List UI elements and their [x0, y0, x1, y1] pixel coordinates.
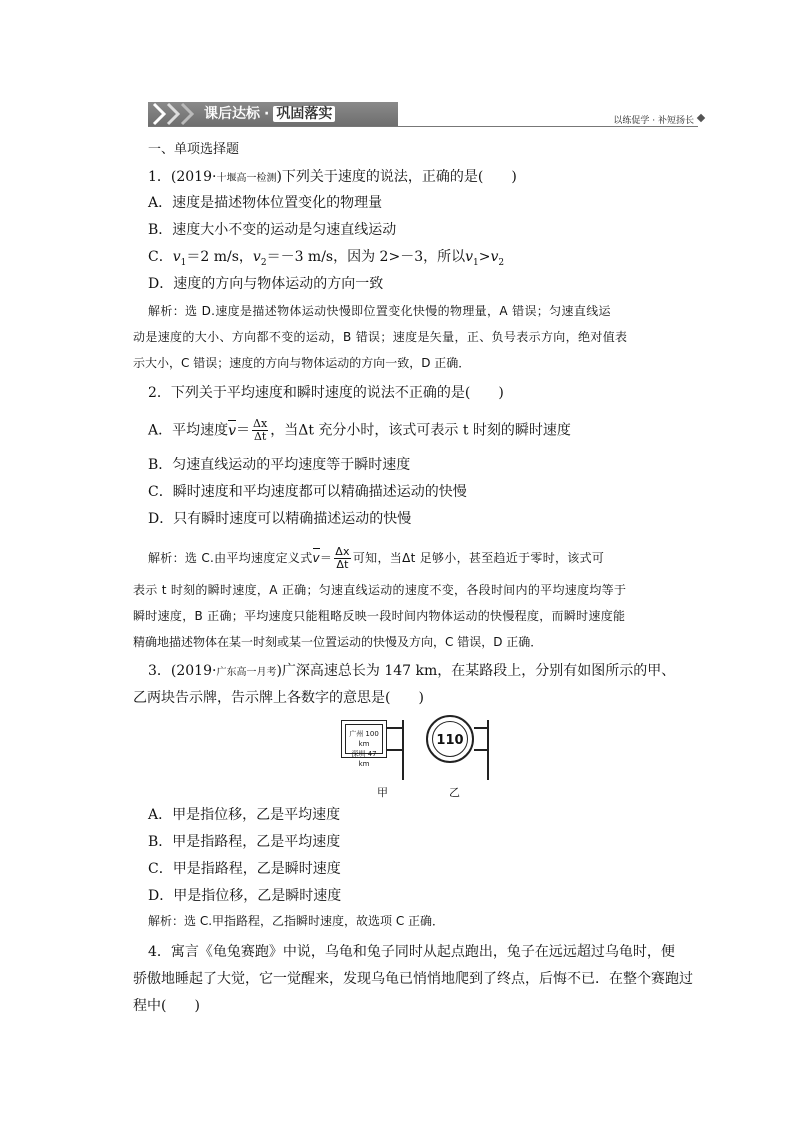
q1-c-text: > — [478, 249, 491, 265]
q2-option-d: D．只有瞬时速度可以精确描述运动的快慢 — [148, 511, 412, 527]
q1-c-sub: 1 — [180, 257, 187, 268]
q1-option-c — [148, 248, 504, 272]
q3-option-c: C．甲是指路程，乙是瞬时速度 — [148, 861, 341, 877]
q4-stem-line: 程中( ) — [133, 998, 200, 1014]
q3-stem — [148, 662, 675, 682]
banner-tag: 巩固落实 — [273, 106, 335, 122]
fraction-numerator: Δx — [335, 545, 350, 558]
q2-analysis-line: 瞬时速度，B 正确；平均速度只能粗略反映一段时间内物体运动的快慢程度，而瞬时速度能 — [133, 609, 626, 623]
section-banner — [148, 102, 398, 126]
q2-option-b: B．匀速直线运动的平均速度等于瞬时速度 — [148, 457, 411, 473]
q2-analysis-line — [148, 546, 604, 571]
q1-c-var: v — [465, 249, 474, 265]
q1-text: )下列关于速度的说法，正确的是( ) — [276, 169, 517, 185]
q3-option-a: A．甲是指位移，乙是平均速度 — [148, 807, 341, 823]
header-rule — [148, 126, 698, 127]
diamond-icon — [697, 114, 705, 122]
delta-x-over-delta-t-fraction — [252, 418, 268, 443]
q1-option-b: B．速度大小不变的运动是匀速直线运动 — [148, 222, 397, 238]
q2-a-text: ，当Δt 充分小时，该式可表示 t 时刻的瞬时速度 — [270, 422, 571, 439]
q1-c-sub: 2 — [498, 257, 505, 268]
q4-stem-line: 4．寓言《龟兔赛跑》中说，乌龟和兔子同时从起点跑出，兔子在远远超过乌龟时，便 — [148, 944, 675, 960]
q2-option-a — [148, 418, 571, 443]
q2-a-eq: ＝ — [236, 422, 251, 439]
q3-option-b: B．甲是指路程，乙是平均速度 — [148, 834, 341, 850]
sign-bracket — [387, 749, 403, 751]
distance-sign-panel — [345, 724, 383, 768]
q2-a-prefix: A．平均速度 — [148, 422, 229, 439]
figure-label-a: 甲 — [377, 786, 388, 799]
q1-c-sub: 1 — [473, 257, 479, 268]
q2-option-c: C．瞬时速度和平均速度都可以精确描述运动的快慢 — [148, 484, 467, 500]
q1-c-text: ＝2 m/s， — [186, 249, 253, 265]
sign-line: 广州 100 km — [349, 730, 379, 748]
q3-number: 3．(2019· — [148, 663, 217, 679]
q1-c-prefix: C． — [148, 249, 173, 265]
q2-analysis-vbar: v — [312, 551, 320, 565]
q1-c-var: v — [172, 249, 181, 265]
q2-stem: 2．下列关于平均速度和瞬时速度的说法不正确的是( ) — [148, 385, 504, 401]
q3-source: 广东高一月考 — [216, 667, 277, 678]
q1-option-d: D．速度的方向与物体运动的方向一致 — [148, 276, 384, 292]
sign-bracket — [474, 749, 488, 751]
figure-label-b: 乙 — [449, 786, 460, 799]
q1-c-var: v — [252, 249, 261, 265]
q1-analysis-line: 动是速度的大小、方向都不变的运动，B 错误；速度是矢量，正、负号表示方向，绝对值表 — [133, 330, 628, 344]
q1-source: 十堰高一检测 — [216, 173, 277, 184]
fraction-denominator: Δt — [253, 430, 267, 443]
q1-option-a: A．速度是描述物体位置变化的物理量 — [148, 195, 383, 211]
q2-analysis-line: 表示 t 时刻的瞬时速度，A 正确；匀速直线运动的速度不变，各段时间内的平均速度均等于 — [133, 583, 627, 597]
q4-stem-line: 骄傲地睡起了大觉，它一觉醒来，发现乌龟已悄悄地爬到了终点，后悔不已．在整个赛跑过 — [133, 971, 693, 987]
q2-analysis-eq: ＝ — [319, 551, 333, 565]
speed-limit-value: 110 — [432, 721, 468, 757]
q3-text: )广深高速总长为 147 km，在某路段上，分别有如图所示的甲、 — [276, 663, 676, 679]
distance-sign — [341, 720, 387, 768]
header-slogan: 以练促学 · 补短扬长 — [613, 116, 694, 126]
banner-title — [204, 104, 335, 124]
sign-bracket — [474, 727, 488, 729]
q1-number: 1．(2019· — [148, 169, 217, 185]
q1-c-sub: 2 — [260, 257, 267, 268]
q1-stem — [148, 168, 517, 188]
delta-x-over-delta-t-fraction — [334, 546, 351, 571]
q1-c-var: v — [490, 249, 499, 265]
sign-bracket — [387, 727, 403, 729]
q3-option-d: D．甲是指位移，乙是瞬时速度 — [148, 888, 342, 904]
chevron-right-icon — [180, 102, 196, 126]
q2-analysis-prefix: 解析：选 C.由平均速度定义式 — [148, 551, 313, 565]
fraction-denominator: Δt — [336, 558, 349, 571]
q3-stem-line2: 乙两块告示牌，告示牌上各数字的意思是( ) — [133, 690, 424, 706]
q3-analysis: 解析：选 C.甲指路程，乙指瞬时速度，故选项 C 正确． — [148, 914, 445, 928]
q1-c-text: ＝－3 m/s，因为 2>－3，所以 — [266, 249, 466, 265]
banner-title-text: 课后达标 — [204, 106, 260, 122]
q2-analysis-text: 可知，当Δt 足够小，甚至趋近于零时，该式可 — [352, 551, 605, 565]
sign-pole — [487, 720, 489, 780]
q2-a-vbar: v — [228, 422, 237, 439]
q1-analysis-line: 示大小，C 错误；速度的方向与物体运动的方向一致，D 正确． — [133, 356, 471, 370]
sign-line: 深圳 47 km — [351, 750, 377, 768]
banner-separator: · — [264, 106, 270, 122]
section-title: 一、单项选择题 — [148, 142, 240, 157]
q2-analysis-line: 精确地描述物体在某一时刻或某一位置运动的快慢及方向，C 错误，D 正确． — [133, 635, 543, 649]
q1-analysis-line: 解析：选 D.速度是描述物体运动快慢即位置变化快慢的物理量，A 错误；匀速直线运 — [148, 304, 611, 318]
speed-limit-sign — [426, 715, 474, 763]
fraction-numerator: Δx — [253, 417, 268, 430]
sign-pole — [402, 720, 404, 780]
